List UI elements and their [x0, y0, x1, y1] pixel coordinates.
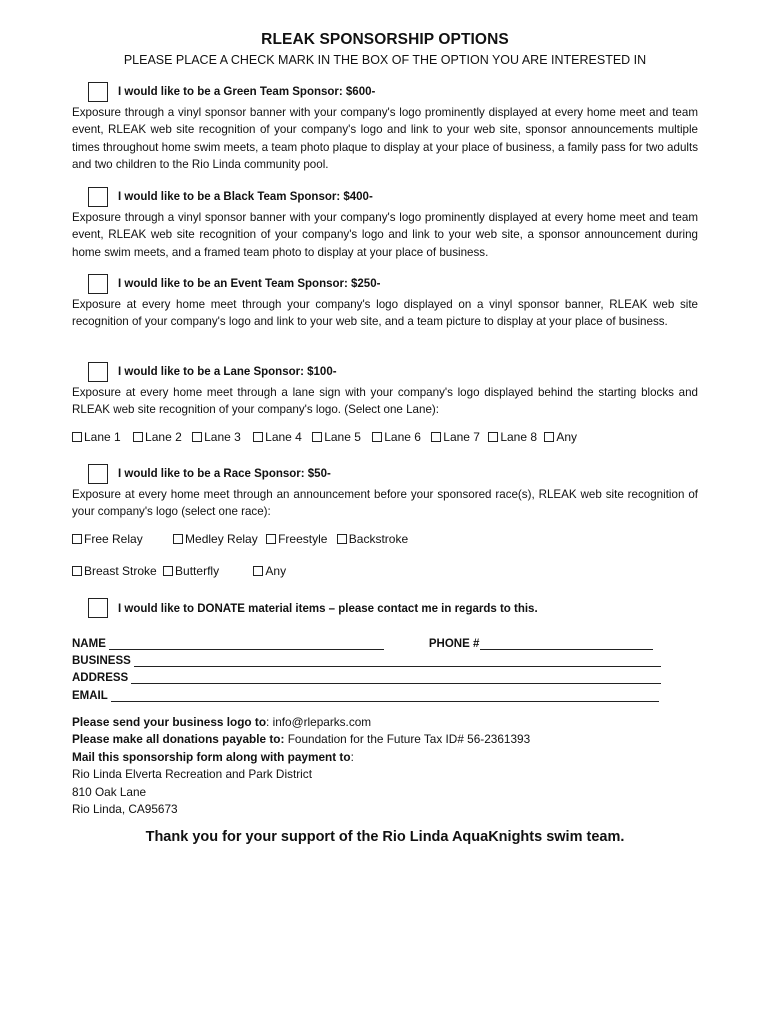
race-any-checkbox[interactable] — [253, 564, 286, 578]
lane-3-label: Lane 3 — [204, 430, 241, 444]
lane-any-checkbox[interactable] — [544, 430, 577, 444]
race-sponsor-title: I would like to be a Race Sponsor: $50- — [118, 468, 331, 480]
lane-sponsor-checkbox[interactable] — [88, 362, 108, 382]
mail-instruction — [72, 749, 530, 766]
checkbox-square-icon — [133, 432, 143, 442]
checkbox-square-icon — [337, 534, 347, 544]
lane-sponsor-title: I would like to be a Lane Sponsor: $100- — [118, 366, 337, 378]
lane-4-label: Lane 4 — [265, 430, 302, 444]
race-choices-row-1 — [72, 532, 408, 547]
medley-relay-label: Medley Relay — [185, 532, 258, 546]
freestyle-label: Freestyle — [278, 532, 328, 546]
mail-address-line-1: Rio Linda Elverta Recreation and Park District — [72, 767, 312, 782]
checkbox-square-icon — [173, 534, 183, 544]
checkbox-square-icon — [266, 534, 276, 544]
free-relay-checkbox[interactable] — [72, 532, 143, 546]
race-sponsor-checkbox[interactable] — [88, 464, 108, 484]
lane-6-label: Lane 6 — [384, 430, 421, 444]
option-event-sponsor — [72, 274, 698, 331]
event-sponsor-title: I would like to be an Event Team Sponsor: $250- — [118, 278, 381, 290]
lane-7-label: Lane 7 — [443, 430, 480, 444]
logo-instruction-label: Please send your business logo to — [72, 715, 267, 729]
lane-2-label: Lane 2 — [145, 430, 182, 444]
green-sponsor-description: Exposure through a vinyl sponsor banner with your company's logo prominently displayed at every home meet and team event, RLEAK web site recognition of your company's logo and link to your web site, sponsor announcements multiple times throughout home swim meets, a team photo plaque to display at your place of business, a family pass for two adults and two children to the Rio Linda community pool. — [72, 106, 698, 172]
business-label: BUSINESS — [72, 655, 131, 667]
phone-label: PHONE # — [428, 638, 480, 650]
mail-colon: : — [350, 749, 354, 764]
checkbox-square-icon — [72, 566, 82, 576]
checkbox-square-icon — [544, 432, 554, 442]
thank-you-message: Thank you for your support of the Rio Linda AquaKnights swim team. — [145, 829, 625, 845]
race-choices-row-2 — [72, 564, 286, 579]
black-sponsor-checkbox[interactable] — [88, 187, 108, 207]
butterfly-checkbox[interactable] — [163, 564, 219, 578]
backstroke-label: Backstroke — [348, 532, 409, 546]
mail-address-line-2: 810 Oak Lane — [72, 784, 147, 799]
lane-8-label: Lane 8 — [500, 430, 538, 444]
donate-title: I would like to DONATE material items – please contact me in regards to this. — [118, 603, 538, 615]
event-sponsor-description: Exposure at every home meet through your company's logo displayed on a vinyl sponsor banner, RLEAK web site recognition of your company's logo and link to your web site, and a team picture to display at your place of business. — [72, 298, 698, 329]
lane-5-label: Lane 5 — [324, 430, 361, 444]
email-field[interactable] — [111, 689, 659, 702]
payable-label: Please make all donations payable to: — [72, 732, 285, 747]
checkbox-square-icon — [312, 432, 322, 442]
checkbox-square-icon — [72, 534, 82, 544]
lane-5-checkbox[interactable] — [312, 430, 361, 444]
option-black-sponsor — [72, 187, 698, 261]
instructions-block — [72, 714, 530, 818]
lane-4-checkbox[interactable] — [253, 430, 302, 444]
race-any-label: Any — [265, 564, 287, 578]
form-title: RLEAK SPONSORSHIP OPTIONS — [261, 31, 509, 48]
lane-2-checkbox[interactable] — [133, 430, 182, 444]
lane-8-checkbox[interactable] — [488, 430, 537, 444]
lane-6-checkbox[interactable] — [372, 430, 421, 444]
butterfly-label: Butterfly — [175, 564, 220, 578]
phone-field[interactable] — [480, 637, 653, 650]
black-sponsor-title: I would like to be a Black Team Sponsor: $400- — [118, 191, 373, 203]
address-label: ADDRESS — [72, 672, 129, 684]
lane-1-label: Lane 1 — [84, 430, 121, 444]
logo-email: : info@rleparks.com — [266, 715, 372, 729]
lane-choices — [72, 430, 577, 445]
medley-relay-checkbox[interactable] — [173, 532, 258, 546]
breast-stroke-checkbox[interactable] — [72, 564, 157, 578]
option-lane-sponsor — [72, 362, 698, 419]
name-field[interactable] — [109, 637, 384, 650]
logo-instruction — [72, 714, 530, 731]
address-row — [72, 671, 661, 684]
address-field[interactable] — [131, 671, 661, 684]
backstroke-checkbox[interactable] — [337, 532, 408, 546]
lane-7-checkbox[interactable] — [431, 430, 480, 444]
option-race-sponsor — [72, 464, 698, 521]
payable-instruction — [72, 731, 530, 748]
lane-sponsor-description: Exposure at every home meet through a lane sign with your company's logo displayed behind the starting blocks and RLEAK web site recognition of your company's logo. (Select one Lane): — [72, 386, 698, 417]
email-label: EMAIL — [72, 690, 108, 702]
checkbox-square-icon — [192, 432, 202, 442]
checkbox-square-icon — [488, 432, 498, 442]
option-green-sponsor — [72, 82, 698, 174]
breast-stroke-label: Breast Stroke — [84, 564, 157, 578]
name-label: NAME — [72, 638, 106, 650]
business-field[interactable] — [134, 654, 661, 667]
event-sponsor-checkbox[interactable] — [88, 274, 108, 294]
race-sponsor-description: Exposure at every home meet through an announcement before your sponsored race(s), RLEAK web site recognition of your company's logo (select one race): — [72, 488, 698, 519]
checkbox-square-icon — [253, 566, 263, 576]
freestyle-checkbox[interactable] — [266, 532, 327, 546]
green-sponsor-title: I would like to be a Green Team Sponsor: $600- — [118, 86, 376, 98]
name-phone-row — [72, 637, 653, 650]
checkbox-square-icon — [72, 432, 82, 442]
donate-checkbox[interactable] — [88, 598, 108, 618]
form-subtitle: PLEASE PLACE A CHECK MARK IN THE BOX OF THE OPTION YOU ARE INTERESTED IN — [123, 53, 647, 67]
option-donate — [72, 598, 698, 620]
lane-any-label: Any — [556, 430, 578, 444]
checkbox-square-icon — [163, 566, 173, 576]
checkbox-square-icon — [372, 432, 382, 442]
free-relay-label: Free Relay — [84, 532, 143, 546]
business-row — [72, 654, 661, 667]
lane-1-checkbox[interactable] — [72, 430, 121, 444]
payable-value: Foundation for the Future Tax ID# 56-2361393 — [284, 732, 531, 747]
mail-label: Mail this sponsorship form along with payment to — [72, 749, 351, 764]
checkbox-square-icon — [431, 432, 441, 442]
email-row — [72, 689, 659, 702]
lane-3-checkbox[interactable] — [192, 430, 241, 444]
black-sponsor-description: Exposure through a vinyl sponsor banner with your company's logo prominently displayed at every home meet and team event, RLEAK web site recognition of your company's logo and link to your web site, a sponsor announcement during home swim meets, and a framed team photo to display at your place of business. — [72, 211, 698, 259]
checkbox-square-icon — [253, 432, 263, 442]
mail-address-line-3: Rio Linda, CA95673 — [72, 802, 178, 817]
green-sponsor-checkbox[interactable] — [88, 82, 108, 102]
